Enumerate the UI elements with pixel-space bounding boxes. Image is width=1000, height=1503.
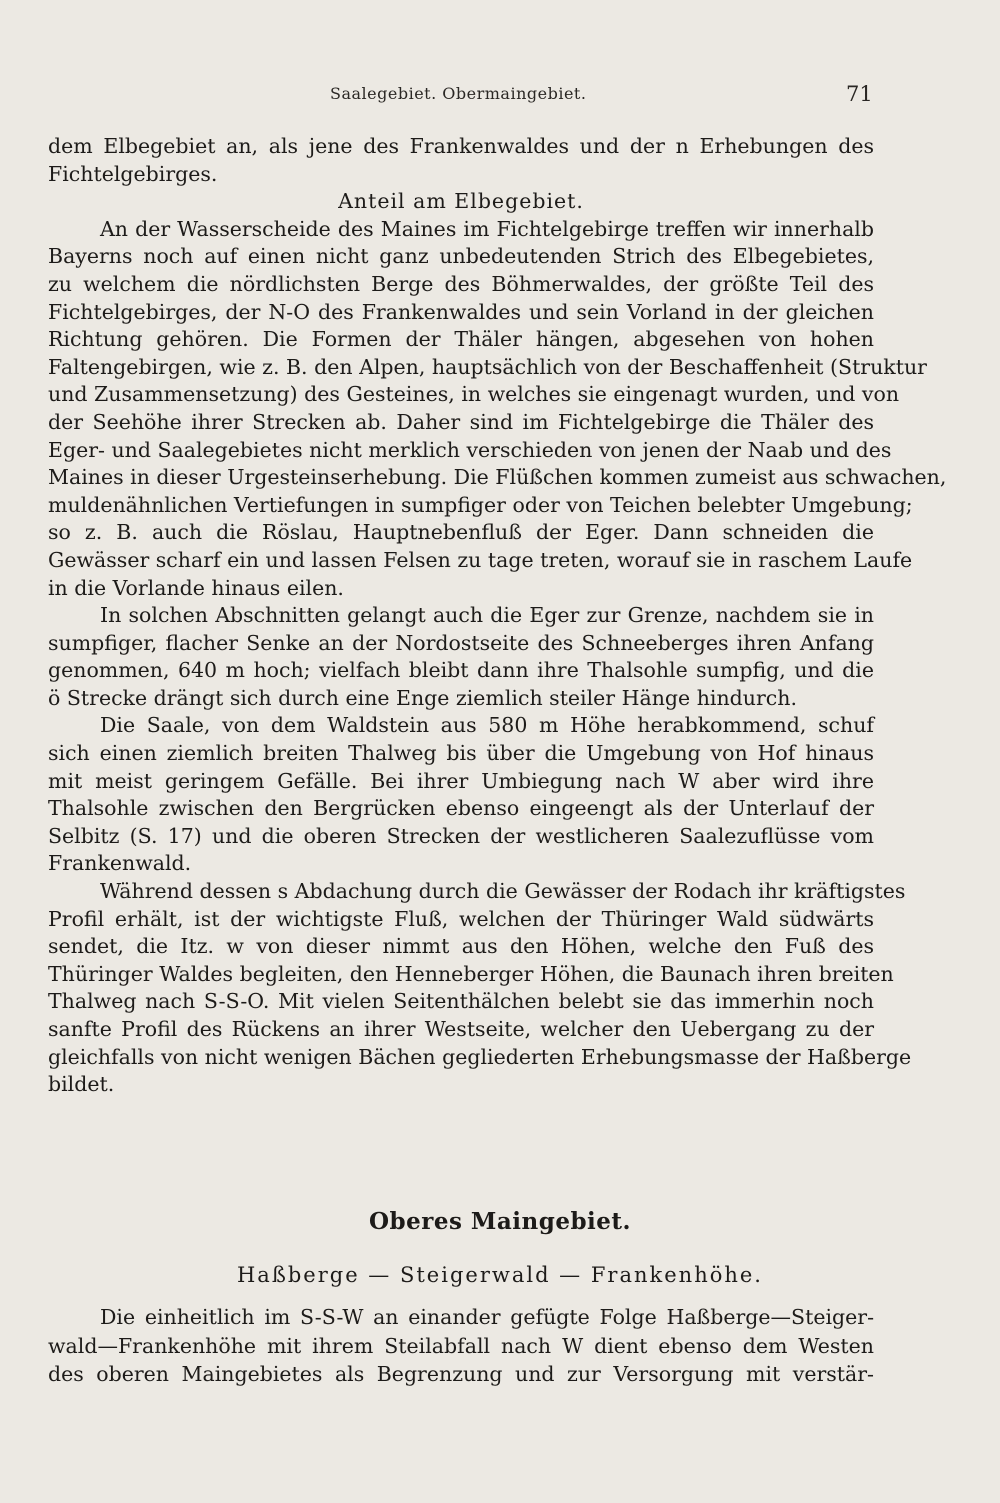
text-line: Selbitz (S. 17) und die oberen Strecken der westlicheren Saalezuflüsse vom [48, 823, 874, 848]
paragraph [48, 216, 947, 602]
text-line: Thüringer Waldes begleiten, den Henneberger Höhen, die Baunach ihren breiten [48, 961, 894, 986]
text-line: Richtung gehören. Die Formen der Thäler hängen, abgesehen von hohen [48, 327, 874, 352]
text-line: des oberen Maingebietes als Begrenzung und zur Versorgung mit verstär- [48, 1362, 874, 1387]
paragraph [48, 878, 912, 1099]
running-head: Saalegebiet. Obermaingebiet. [330, 84, 587, 103]
text-line: Die einheitlich im S-S-W an einander gefügte Folge Haßberge—Steiger- [100, 1305, 874, 1329]
text-line: ö Strecke drängt sich durch eine Enge ziemlich steiler Hänge hindurch. [48, 685, 797, 710]
page-number: 71 [846, 82, 873, 106]
text-line: Eger- und Saalegebietes nicht merklich verschieden von jenen der Naab und des [48, 437, 892, 462]
text-line: bildet. [48, 1072, 115, 1097]
text-line: Profil erhält, ist der wichtigste Fluß, welchen der Thüringer Wald südwärts [48, 906, 874, 931]
text-line: mit meist geringem Gefälle. Bei ihrer Umbiegung nach W aber wird ihre [48, 768, 874, 793]
text-line: der Seehöhe ihrer Strecken ab. Daher sind im Fichtelgebirge die Thäler des [48, 409, 874, 434]
page-header [0, 82, 1000, 112]
text-line: Gewässer scharf ein und lassen Felsen zu tage treten, worauf sie in raschem Laufe [48, 547, 913, 572]
section-heading: Anteil am Elbegebiet. [338, 189, 584, 214]
section-saalegebiet [48, 133, 947, 1099]
text-line: Während dessen s Abdachung durch die Gewässer der Rodach ihr kräftigstes [100, 879, 906, 904]
text-line: Die Saale, von dem Waldstein aus 580 m Höhe herabkommend, schuf [100, 713, 874, 738]
text-line: Maines in dieser Urgesteinserhebung. Die Flüßchen kommen zumeist aus schwachen, [48, 465, 947, 490]
text-line: sendet, die Itz. w von dieser nimmt aus den Höhen, welche den Fuß des [48, 934, 874, 959]
text-line: sumpfiger, flacher Senke an der Nordostseite des Schneeberges ihren Anfang [48, 630, 874, 655]
text-line: zu welchem die nördlichsten Berge des Böhmerwaldes, der größte Teil des [48, 271, 874, 296]
paragraph [48, 712, 874, 878]
text-line: genommen, 640 m hoch; vielfach bleibt dann ihre Thalsohle sumpfig, und die [48, 658, 874, 683]
text-line: gleichfalls von nicht wenigen Bächen gegliederten Erhebungsmasse der Haßberge [48, 1044, 912, 1069]
text-line: Fichtelgebirges, der N-O des Frankenwaldes und sein Vorland in der gleichen [48, 299, 874, 324]
text-line: und Zusammensetzung) des Gesteines, in welches sie eingenagt wurden, und von [48, 382, 900, 407]
text-line: In solchen Abschnitten gelangt auch die Eger zur Grenze, nachdem sie in [100, 603, 874, 628]
text-line: Bayerns noch auf einen nicht ganz unbedeutenden Strich des Elbegebietes, [48, 244, 874, 269]
section-obermaingebiet [48, 1303, 874, 1389]
text-line: so z. B. auch die Röslau, Hauptnebenfluß der Eger. Dann schneiden die [48, 520, 874, 545]
chapter-heading: Oberes Maingebiet. [368, 1208, 632, 1235]
text-line: An der Wasserscheide des Maines im Fichtelgebirge treffen wir innerhalb [100, 216, 874, 241]
section-subheading: Haßberge — Steigerwald — Frankenhöhe. [236, 1263, 763, 1287]
text-line: Fichtelgebirges. [48, 161, 218, 186]
text-line: Frankenwald. [48, 851, 192, 876]
text-line: in die Vorlande hinaus eilen. [48, 575, 344, 600]
text-line: sich einen ziemlich breiten Thalweg bis über die Umgebung von Hof hinaus [48, 741, 874, 766]
text-line: Thalsohle zwischen den Bergrücken ebenso eingeengt als der Unterlauf der [48, 796, 874, 821]
text-line: wald—Frankenhöhe mit ihrem Steilabfall nach W dient ebenso dem Westen [48, 1333, 874, 1358]
text-line: sanfte Profil des Rückens an ihrer Westseite, welcher den Uebergang zu der [48, 1017, 874, 1041]
text-line: Thalweg nach S-S-O. Mit vielen Seitenthälchen belebt sie das immerhin noch [48, 989, 874, 1014]
text-line: Faltengebirgen, wie z. B. den Alpen, hauptsächlich von der Beschaffenheit (Struktur [48, 354, 927, 379]
paragraph [48, 602, 874, 712]
text-line: muldenähnlichen Vertiefungen in sumpfiger oder von Teichen belebter Umgebung; [48, 492, 913, 517]
text-line: dem Elbegebiet an, als jene des Frankenwaldes und der n Erhebungen des [48, 134, 874, 158]
